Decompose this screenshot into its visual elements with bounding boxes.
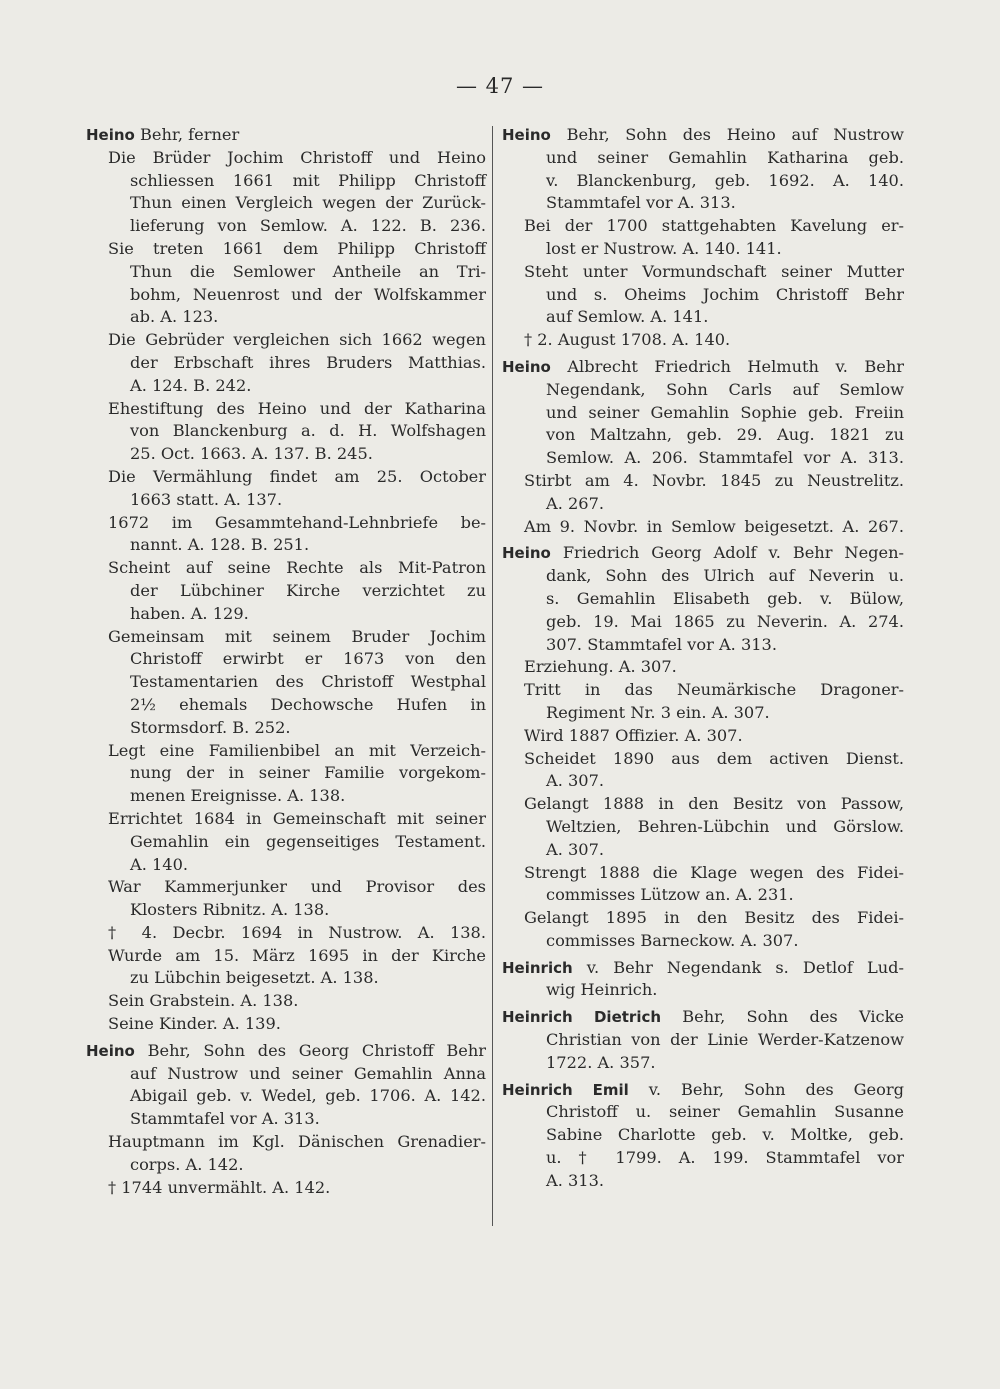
entry-name: Heino (86, 126, 135, 144)
entry-line: Gelangt 1895 in den Besitz des Fidei- (524, 908, 904, 928)
entry-line: 307. Stammtafel vor A. 313. (546, 634, 777, 654)
entry-line: A. 267. (546, 493, 605, 513)
entry-heading-text: Behr, Sohn des Vicke (661, 1007, 904, 1027)
entry-line: Christoff erwirbt er 1673 von den (130, 649, 486, 669)
entry-line: Weltzien, Behren-Lübchin und Görslow. (546, 816, 904, 836)
entry-line: Scheidet 1890 aus dem activen Dienst. (524, 748, 904, 768)
entry-line: Stormsdorf. B. 252. (130, 717, 291, 737)
register-entry (502, 356, 904, 538)
entry-line: A. 313. (546, 1170, 605, 1190)
entry-line: 1672 im Gesammtehand-Lehnbriefe be- (108, 512, 486, 532)
entry-line: Stirbt am 4. Novbr. 1845 zu Neustrelitz. (524, 470, 904, 490)
entry-line: Wurde am 15. März 1695 in der Kirche (108, 945, 486, 965)
register-entry (502, 542, 904, 952)
entry-line: Hauptmann im Kgl. Dänischen Grenadier- (108, 1132, 486, 1152)
entry-line: 2½ ehemals Dechowsche Hufen in (130, 694, 486, 714)
entry-line: von Blanckenburg a. d. H. Wolfshagen (130, 421, 486, 441)
entry-line: v. Blanckenburg, geb. 1692. A. 140. (546, 170, 904, 190)
entry-line: Gemahlin ein gegenseitiges Testament. (130, 831, 486, 851)
register-entry (502, 957, 904, 1003)
entry-line: Gemeinsam mit seinem Bruder Jochim (108, 626, 486, 646)
entry-line: Stammtafel vor A. 313. (546, 193, 736, 213)
entry-line: menen Ereignisse. A. 138. (130, 786, 346, 806)
entry-heading-text: Behr, ferner (134, 125, 240, 144)
entry-line: Bei der 1700 stattgehabten Kavelung er- (524, 216, 904, 236)
entry-heading-text: Behr, Sohn des Georg Christoff Behr (134, 1040, 486, 1060)
entry-heading (86, 1040, 486, 1063)
entry-line: 25. Oct. 1663. A. 137. B. 245. (130, 444, 373, 464)
entry-line: Wird 1887 Offizier. A. 307. (524, 725, 743, 745)
entry-line: Thun die Semlower Antheile an Tri- (130, 261, 486, 281)
entry-heading (502, 356, 904, 379)
entry-line: 1722. A. 357. (546, 1052, 656, 1072)
entry-line: zu Lübchin beigesetzt. A. 138. (130, 968, 379, 988)
entry-line: A. 307. (546, 771, 605, 791)
entry-line: Am 9. Novbr. in Semlow beigesetzt. A. 267. (524, 516, 904, 536)
entry-line: Tritt in das Neumärkische Dragoner- (524, 680, 904, 700)
entry-line: 1663 statt. A. 137. (130, 489, 283, 509)
entry-line: und seiner Gemahlin Sophie geb. Freiin (546, 402, 904, 422)
entry-name: Heinrich (502, 958, 573, 977)
right-column (502, 124, 904, 1197)
entry-line: Testamentarien des Christoff Westphal (130, 672, 486, 692)
entry-line: von Maltzahn, geb. 29. Aug. 1821 zu (546, 425, 904, 445)
entry-line: Abigail geb. v. Wedel, geb. 1706. A. 142. (130, 1086, 486, 1106)
entry-name: Heino (502, 126, 551, 144)
entry-line: Gelangt 1888 in den Besitz von Passow, (524, 794, 904, 814)
entry-line: Erziehung. A. 307. (524, 657, 677, 677)
entry-line: War Kammerjunker und Provisor des (108, 877, 486, 897)
entry-line: Christoff u. seiner Gemahlin Susanne (546, 1102, 904, 1122)
entry-line: corps. A. 142. (130, 1154, 244, 1174)
entry-line: auf Semlow. A. 141. (546, 307, 709, 327)
entry-heading-text: v. Behr, Sohn des Georg (628, 1079, 904, 1099)
entry-line: Scheint auf seine Rechte als Mit-Patron (108, 558, 486, 578)
entry-line: Ehestiftung des Heino und der Katharina (108, 398, 486, 418)
entry-line: lieferung von Semlow. A. 122. B. 236. (130, 216, 486, 236)
entry-line: Negendank, Sohn Carls auf Semlow (546, 379, 904, 399)
entry-line: † 2. August 1708. A. 140. (524, 330, 731, 350)
entry-name: Heinrich Dietrich (502, 1008, 662, 1027)
entry-line: der Lübchiner Kirche verzichtet zu (130, 580, 486, 600)
entry-line: nung der in seiner Familie vorgekom- (130, 763, 486, 783)
entry-name: Heinrich Emil (502, 1080, 629, 1099)
entry-line: commisses Barneckow. A. 307. (546, 930, 799, 950)
entry-line: Die Brüder Jochim Christoff und Heino (108, 147, 486, 167)
entry-line: bohm, Neuenrost und der Wolfskammer (130, 284, 486, 304)
entry-heading (86, 124, 486, 147)
entry-line: Strengt 1888 die Klage wegen des Fidei- (524, 862, 904, 882)
entry-line: Die Gebrüder vergleichen sich 1662 wegen (108, 330, 486, 350)
entry-line: dank, Sohn des Ulrich auf Neverin u. (546, 566, 904, 586)
entry-line: auf Nustrow und seiner Gemahlin Anna (130, 1063, 486, 1083)
entry-line: † 1744 unvermählt. A. 142. (108, 1177, 331, 1197)
entry-line: und s. Oheims Jochim Christoff Behr (546, 284, 904, 304)
entry-heading (502, 124, 904, 147)
entry-line: geb. 19. Mai 1865 zu Neverin. A. 274. (546, 611, 904, 631)
entry-line: Stammtafel vor A. 313. (130, 1109, 320, 1129)
entry-line: schliessen 1661 mit Philipp Christoff (130, 170, 486, 190)
entry-line: Thun einen Vergleich wegen der Zurück- (130, 193, 486, 213)
entry-line: commisses Lützow an. A. 231. (546, 885, 794, 905)
entry-line: Christian von der Linie Werder-Katzenow (546, 1030, 904, 1050)
entry-line: und seiner Gemahlin Katharina geb. (546, 147, 904, 167)
entry-name: Heino (86, 1041, 135, 1060)
entry-heading-text: Friedrich Georg Adolf v. Behr Negen- (550, 543, 904, 563)
entry-line: s. Gemahlin Elisabeth geb. v. Bülow, (546, 588, 904, 608)
entry-line: haben. A. 129. (130, 603, 249, 623)
entry-line: Sabine Charlotte geb. v. Moltke, geb. (546, 1125, 904, 1145)
entry-line: Seine Kinder. A. 139. (108, 1014, 281, 1034)
entry-heading-text: Behr, Sohn des Heino auf Nustrow (550, 125, 904, 144)
entry-heading-text: Albrecht Friedrich Helmuth v. Behr (550, 356, 904, 376)
entry-line: Legt eine Familienbibel an mit Verzeich- (108, 740, 486, 760)
register-entry (502, 1079, 904, 1193)
entry-line: wig Heinrich. (546, 980, 658, 1000)
entry-line: u. † 1799. A. 199. Stammtafel vor (546, 1148, 904, 1168)
entry-line: Klosters Ribnitz. A. 138. (130, 900, 330, 920)
entry-heading (502, 957, 904, 980)
entry-line: A. 140. (130, 854, 189, 874)
entry-line: Die Vermählung findet am 25. October (108, 466, 486, 486)
register-entry (86, 124, 486, 1036)
entry-heading (502, 1079, 904, 1102)
entry-line: ab. A. 123. (130, 307, 219, 327)
register-entry (502, 1006, 904, 1074)
entry-line: A. 124. B. 242. (130, 375, 252, 395)
register-entry (86, 1040, 486, 1200)
entry-line: Sie treten 1661 dem Philipp Christoff (108, 238, 486, 258)
page-number: — 47 — (455, 74, 545, 98)
entry-heading (502, 542, 904, 565)
register-entry (502, 124, 904, 352)
entry-line: lost er Nustrow. A. 140. 141. (546, 238, 782, 258)
entry-line: Errichtet 1684 in Gemeinschaft mit seiner (108, 808, 486, 828)
entry-line: nannt. A. 128. B. 251. (130, 535, 310, 555)
entry-heading (502, 1006, 904, 1029)
entry-name: Heino (502, 544, 551, 563)
entry-line: † 4. Decbr. 1694 in Nustrow. A. 138. (108, 922, 486, 942)
entry-name: Heino (502, 357, 551, 376)
entry-line: Steht unter Vormundschaft seiner Mutter (524, 261, 904, 281)
entry-heading-text: v. Behr Negendank s. Detlof Lud- (572, 957, 904, 977)
column-divider (492, 126, 493, 1226)
entry-line: Semlow. A. 206. Stammtafel vor A. 313. (546, 448, 904, 468)
left-column (86, 124, 486, 1203)
entry-line: A. 307. (546, 839, 605, 859)
entry-line: Sein Grabstein. A. 138. (108, 991, 299, 1011)
entry-line: Regiment Nr. 3 ein. A. 307. (546, 702, 770, 722)
entry-line: der Erbschaft ihres Bruders Matthias. (130, 352, 486, 372)
